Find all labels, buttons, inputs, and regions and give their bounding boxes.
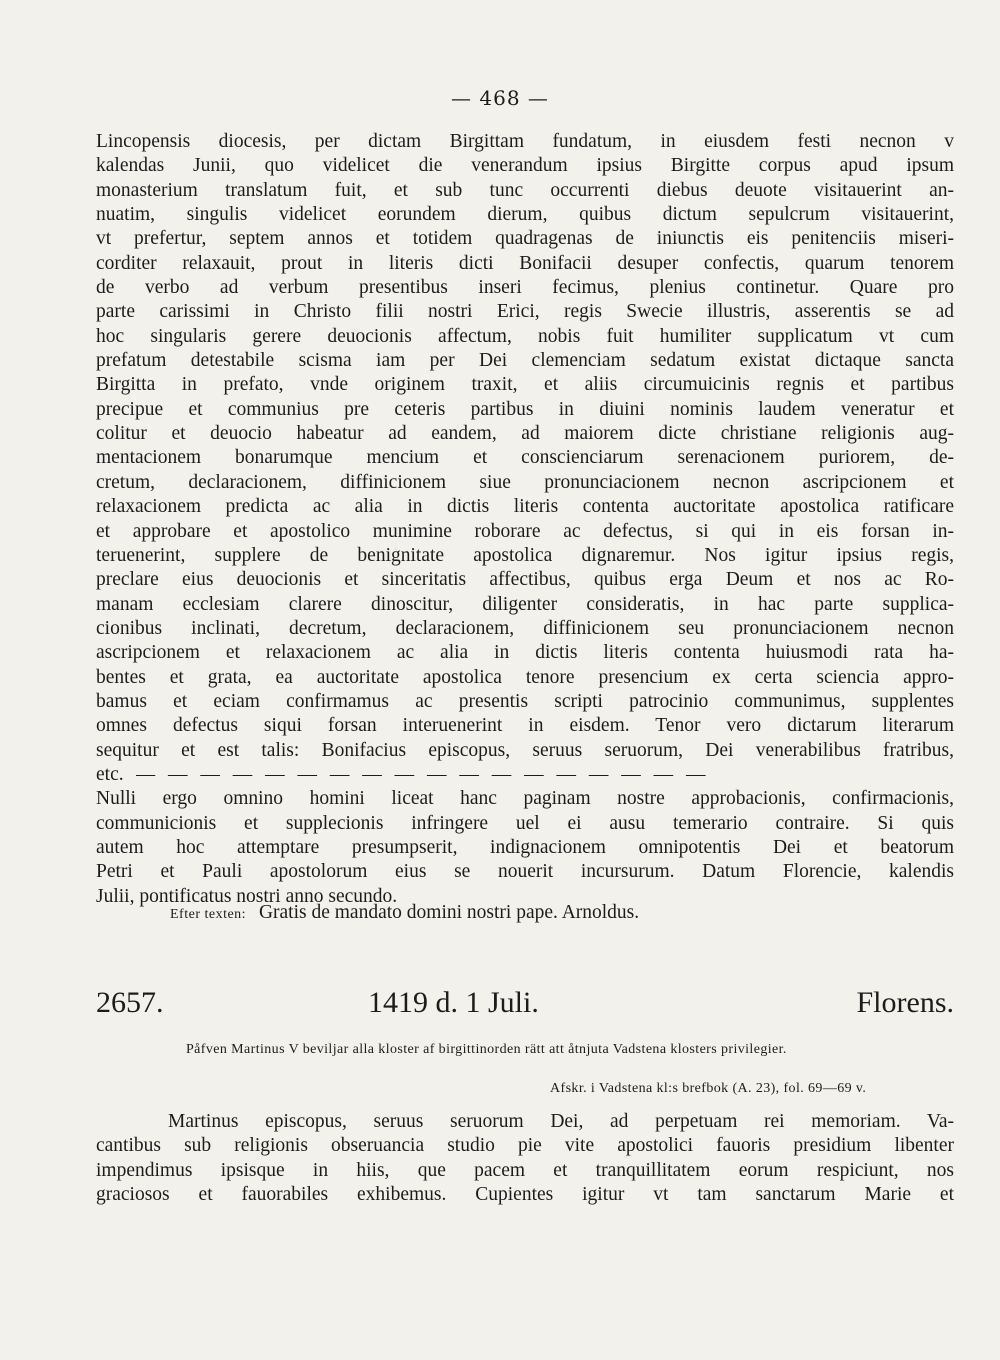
text-line: hoc singularis gerere deuocionis affectum, nobis fuit humiliter supplicatum vt cum bbox=[96, 325, 954, 347]
text-line: precipue et communius pre ceteris partibus in diuini nominis laudem veneratur et bbox=[96, 398, 954, 420]
text-line: Petri et Pauli apostolorum eius se nouerit incursurum. Datum Florencie, kalendis bbox=[96, 861, 954, 883]
text-line: bentes et grata, ea auctoritate apostolica tenore presencium ex certa sciencia appro- bbox=[96, 666, 954, 688]
paragraph-opening bbox=[96, 1110, 954, 1207]
text-line: cantibus sub religionis obseruancia studio pie vite apostolici fauoris presidium libenter bbox=[96, 1135, 954, 1157]
document-heading bbox=[96, 986, 954, 1026]
text-line: mentacionem bonarumque mencium et conscienciarum serenacionem puriorem, de- bbox=[96, 447, 954, 469]
text-line: Birgitta in prefato, vnde originem traxit, et aliis circumuicinis regnis et partibus bbox=[96, 374, 954, 396]
note-label: Efter texten: bbox=[170, 907, 247, 922]
page-number: — 468 — bbox=[451, 86, 549, 110]
text-line: preclare eius deuocionis et sinceritatis affectibus, quibus erga Deum et nos ac Ro- bbox=[96, 569, 954, 591]
text-line: relaxacionem predicta ac alia in dictis literis contenta auctoritate apostolica ratificare bbox=[96, 496, 954, 518]
text-line: sequitur et est talis: Bonifacius episcopus, seruus seruorum, Dei venerabilibus fratribus, bbox=[96, 739, 954, 761]
text-line: impendimus ipsisque in hiis, que pacem et tranquillitatem eorum respiciunt, nos bbox=[96, 1159, 954, 1181]
text-line: Martinus episcopus, seruus seruorum Dei, ad perpetuam rei memoriam. Va- bbox=[168, 1111, 954, 1132]
closing-paragraph bbox=[96, 787, 954, 909]
text-line: communicionis et supplecionis infringere uel ei ausu temerario contraire. Si quis bbox=[96, 812, 954, 834]
text-line: colitur et deuocio habeatur ad eandem, ad maiorem dicte christiane religionis aug- bbox=[96, 423, 954, 445]
document-number: 2657. bbox=[96, 986, 164, 1019]
text-line: Julii, pontificatus nostri anno secundo. bbox=[96, 885, 398, 907]
document-summary: Påfven Martinus V beviljar alla kloster af birgittinorden rätt att åtnjuta Vadstena klosters privilegier. bbox=[186, 1042, 787, 1057]
text-line: monasterium translatum fuit, et sub tunc occurrenti diebus deuote visitauerint an- bbox=[96, 179, 954, 201]
paragraph-continued bbox=[96, 130, 954, 763]
text-line: parte carissimi in Christo filii nostri Erici, regis Swecie illustris, asserentis se ad bbox=[96, 301, 954, 323]
text-line: cretum, declaracionem, diffinicionem siue pronunciacionem necnon ascripcionem et bbox=[96, 471, 954, 493]
text-line: graciosos et fauorabiles exhibemus. Cupientes igitur vt tam sanctarum Marie et bbox=[96, 1184, 954, 1206]
omission-line bbox=[96, 763, 954, 787]
text-line: Nulli ergo omnino homini liceat hanc paginam nostre approbacionis, confirmacionis, bbox=[96, 788, 954, 810]
note-text: Gratis de mandato domini nostri pape. Arnoldus. bbox=[258, 902, 640, 923]
text-line: manam ecclesiam clarere dinoscitur, diligenter consideratis, in hac parte supplica- bbox=[96, 593, 954, 615]
etc-text: etc. bbox=[96, 763, 124, 785]
document-place: Florens. bbox=[856, 986, 954, 1019]
source-reference: Afskr. i Vadstena kl:s brefbok (A. 23), fol. 69—69 v. bbox=[550, 1081, 867, 1096]
text-line: prefatum detestabile scisma iam per Dei clemenciam sedatum existat dictaque sancta bbox=[96, 350, 954, 372]
text-line: nuatim, singulis videlicet eorundem dierum, quibus dictum sepulcrum visitauerint, bbox=[96, 204, 954, 226]
text-line: autem hoc attemptare presumpserit, indignacionem omnipotentis Dei et beatorum bbox=[96, 836, 954, 858]
body-text-block bbox=[96, 130, 954, 909]
text-line: de verbo ad verbum presentibus inseri fecimus, plenius continetur. Quare pro bbox=[96, 277, 954, 299]
new-document-text bbox=[96, 1110, 954, 1207]
document-date: 1419 d. 1 Juli. bbox=[368, 986, 539, 1019]
text-line: vt prefertur, septem annos et totidem quadragenas de iniunctis eis penitenciis miseri- bbox=[96, 228, 954, 250]
text-line: Lincopensis diocesis, per dictam Birgittam fundatum, in eiusdem festi necnon v bbox=[96, 131, 954, 152]
text-line: et approbare et apostolico munimine roborare ac defectus, si qui in eis forsan in- bbox=[96, 520, 954, 542]
text-line: corditer relaxauit, prout in literis dicti Bonifacii desuper confectis, quarum tenorem bbox=[96, 252, 954, 274]
endorsement-note bbox=[170, 902, 639, 924]
text-line: kalendas Junii, quo videlicet die venerandum ipsius Birgitte corpus apud ipsum bbox=[96, 155, 954, 177]
text-line: omnes defectus siqui forsan interuenerint in eisdem. Tenor vero dictarum literarum bbox=[96, 715, 954, 737]
text-line: teruenerint, supplere de benignitate apostolica dignaremur. Nos igitur ipsius regis, bbox=[96, 544, 954, 566]
omission-dashes: — — — — — — — — — — — — — — — — — — bbox=[135, 763, 710, 785]
text-line: cionibus inclinati, decretum, declaracionem, diffinicionem seu pronunciacionem necnon bbox=[96, 617, 954, 639]
text-line: ascripcionem et relaxacionem ac alia in dictis literis contenta huiusmodi rata ha- bbox=[96, 642, 954, 664]
text-line: bamus et eciam confirmamus ac presentis scripti patrocinio communimus, supplentes bbox=[96, 690, 954, 712]
